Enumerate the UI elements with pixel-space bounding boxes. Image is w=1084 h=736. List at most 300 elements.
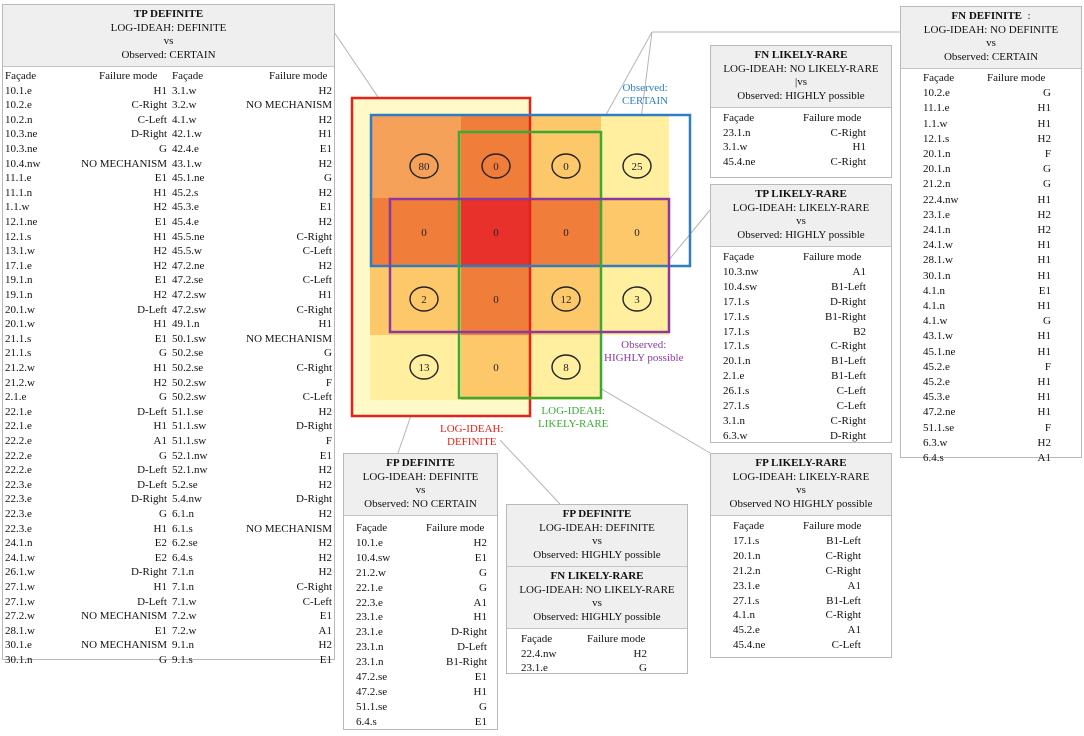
- table-cell: 47.2.se: [172, 274, 204, 287]
- table-row: [344, 552, 497, 565]
- panel-line: vs: [415, 484, 426, 496]
- table-cell: 47.2.ne: [172, 259, 205, 272]
- table-cell: 6.4.s: [923, 452, 944, 464]
- table-cell: H1: [852, 141, 866, 153]
- table-row: [3, 304, 334, 317]
- table-cell: C-Left: [302, 245, 332, 258]
- table-cell: H2: [633, 647, 647, 660]
- table-row: [3, 420, 334, 433]
- table-cell: H2: [153, 376, 167, 389]
- table-cell: 6.3.w: [723, 429, 748, 442]
- table-cell: H1: [1037, 193, 1051, 206]
- table-cell: D-Left: [137, 405, 167, 418]
- table-cell: H2: [1037, 208, 1051, 221]
- table-cell: 9.1.s: [172, 654, 193, 666]
- cell-value: 0: [563, 227, 569, 239]
- cell-value: 3: [634, 294, 640, 306]
- table-cell: Façade: [356, 522, 388, 534]
- table-cell: 24.1.n: [5, 537, 33, 550]
- table-cell: 45.3.e: [923, 391, 950, 404]
- table-cell: A1: [473, 596, 487, 609]
- table-cell: 50.2.se: [172, 347, 204, 360]
- table-cell: 3.2.w: [172, 99, 197, 112]
- table-row: [711, 595, 891, 608]
- panel-line: vs: [592, 535, 602, 547]
- table-cell: 51.1.se: [923, 421, 955, 434]
- table-cell: G: [1043, 163, 1051, 176]
- table-cell: 43.1.w: [172, 157, 202, 170]
- cell-value: 0: [493, 362, 499, 374]
- table-cell: 30.1.n: [923, 269, 951, 282]
- table-cell: B1-Left: [831, 355, 866, 368]
- table-cell: 10.1.e: [356, 536, 383, 549]
- table-row: [711, 550, 891, 563]
- table-row: [344, 716, 497, 729]
- table-cell: 22.1.e: [356, 581, 383, 594]
- table-cell: 10.3.ne: [5, 143, 38, 155]
- table-row: [3, 114, 334, 127]
- table-cell: 24.1.w: [5, 551, 35, 564]
- table-cell: C-Left: [302, 595, 332, 608]
- table-row: [901, 285, 1081, 298]
- table-row: [711, 251, 891, 264]
- panel-tp-likely-rare: [710, 184, 892, 443]
- panel-line: vs: [796, 215, 806, 227]
- table-cell: 27.1.s: [733, 594, 760, 607]
- cell-value: 0: [493, 227, 499, 239]
- panel-title: FP DEFINITE: [386, 457, 455, 469]
- table-cell: H1: [153, 522, 167, 535]
- table-row: [901, 254, 1081, 267]
- table-cell: B1-Right: [825, 310, 866, 323]
- table-cell: 4.1.w: [923, 315, 948, 328]
- table-cell: G: [159, 391, 167, 404]
- table-cell: Failure mode: [803, 251, 862, 263]
- table-cell: H2: [318, 84, 332, 97]
- table-cell: C-Left: [302, 391, 332, 404]
- table-cell: 19.1.n: [5, 289, 33, 301]
- failure-table: [3, 67, 334, 667]
- table-row: [3, 158, 334, 171]
- table-row: [901, 361, 1081, 374]
- table-cell: E1: [154, 216, 167, 228]
- table-cell: 42.1.w: [172, 128, 202, 141]
- table-row: [3, 377, 334, 390]
- table-cell: 3.1.w: [723, 141, 748, 153]
- table-cell: 12.1.s: [5, 230, 32, 243]
- table-cell: 2.1.e: [723, 370, 745, 383]
- table-row: [344, 597, 497, 610]
- panel-title: TP LIKELY-RARE: [755, 188, 847, 200]
- cell-value: 0: [563, 161, 569, 173]
- label-logideah-likely: LOG-IDEAH: LIKELY-RARE: [538, 405, 609, 430]
- table-row: [3, 464, 334, 477]
- table-cell: 7.2.w: [172, 610, 197, 623]
- table-cell: 10.1.e: [5, 84, 32, 97]
- table-row: [3, 216, 334, 229]
- cell-value: 0: [634, 227, 640, 239]
- table-row: [344, 537, 497, 550]
- table-cell: NO MECHANISM: [81, 610, 167, 623]
- table-cell: 7.2.w: [172, 624, 197, 637]
- table-cell: D-Right: [829, 429, 866, 442]
- table-cell: 23.1.n: [356, 641, 384, 654]
- table-row: [507, 662, 687, 675]
- table-cell: E1: [319, 143, 332, 155]
- panel-header: [901, 7, 1081, 69]
- table-cell: 22.2.e: [5, 464, 32, 477]
- table-cell: 20.1.n: [923, 163, 951, 176]
- table-cell: H2: [318, 216, 332, 228]
- table-cell: 6.4.s: [356, 715, 377, 728]
- table-cell: Failure mode: [426, 522, 485, 534]
- table-row: [3, 450, 334, 463]
- table-cell: 21.1.s: [5, 332, 32, 345]
- table-row: [901, 178, 1081, 191]
- table-cell: 47.2.se: [356, 671, 388, 683]
- table-row: [901, 270, 1081, 283]
- table-cell: F: [1044, 421, 1051, 434]
- table-cell: E1: [154, 332, 167, 345]
- table-row: [711, 156, 891, 169]
- table-cell: 21.2.w: [5, 376, 35, 389]
- table-cell: H1: [153, 230, 167, 243]
- table-cell: 21.2.w: [5, 362, 35, 374]
- table-cell: G: [1043, 178, 1051, 191]
- table-cell: H2: [1037, 224, 1051, 236]
- table-cell: E1: [1038, 284, 1051, 297]
- table-cell: B1-Right: [446, 656, 487, 669]
- table-row: [3, 187, 334, 200]
- table-cell: Failure mode: [803, 520, 862, 532]
- table-cell: 21.2.n: [733, 564, 761, 577]
- table-cell: Failure mode: [269, 70, 328, 82]
- table-cell: 49.1.n: [172, 318, 200, 331]
- table-row: [3, 610, 334, 623]
- table-cell: 7.1.n: [172, 566, 194, 579]
- table-row: [3, 552, 334, 565]
- table-cell: 45.1.ne: [172, 172, 205, 185]
- table-row: [344, 671, 497, 684]
- table-row: [711, 430, 891, 443]
- table-cell: G: [159, 654, 167, 666]
- table-cell: Failure mode: [587, 633, 646, 645]
- table-row: [711, 624, 891, 637]
- table-cell: 12.1.s: [923, 132, 950, 145]
- table-row: [711, 415, 891, 428]
- table-cell: 45.2.e: [923, 360, 950, 373]
- table-cell: H2: [318, 186, 332, 199]
- panel-header: [711, 185, 891, 247]
- table-cell: G: [324, 172, 332, 185]
- table-row: [3, 70, 334, 83]
- table-cell: A1: [847, 579, 861, 592]
- table-row: [901, 118, 1081, 131]
- table-cell: H1: [318, 128, 332, 141]
- table-cell: 17.1.s: [723, 340, 750, 353]
- table-cell: 20.1.n: [723, 355, 751, 368]
- failure-table: [344, 516, 497, 736]
- table-row: [711, 326, 891, 339]
- table-row: [711, 355, 891, 368]
- panel-title: FP LIKELY-RARE: [755, 457, 847, 469]
- table-row: [3, 201, 334, 214]
- panel-line: Observed: HIGHLY possible: [533, 548, 661, 561]
- table-row: [711, 311, 891, 324]
- table-cell: G: [639, 662, 647, 674]
- table-cell: H2: [153, 201, 167, 214]
- table-cell: B1-Left: [826, 594, 861, 607]
- panel-header: [507, 567, 687, 629]
- table-cell: F: [1044, 148, 1051, 160]
- table-cell: H1: [1037, 239, 1051, 252]
- table-row: [344, 701, 497, 714]
- panel-fp-definite-no-certain: [343, 453, 498, 730]
- failure-table: [901, 69, 1081, 464]
- table-cell: 17.1.s: [723, 325, 750, 338]
- panel-line: LOG-IDEAH: LIKELY-RARE: [732, 470, 870, 483]
- table-cell: H1: [1037, 391, 1051, 404]
- table-cell: Failure mode: [99, 70, 158, 82]
- table-row: [711, 565, 891, 578]
- table-cell: C-Left: [137, 113, 167, 126]
- table-cell: 17.1.s: [723, 310, 750, 323]
- table-cell: C-Left: [836, 400, 866, 412]
- table-cell: 20.1.n: [923, 148, 951, 160]
- table-cell: NO MECHANISM: [246, 332, 332, 345]
- table-cell: A1: [1037, 452, 1051, 464]
- table-cell: B1-Left: [831, 280, 866, 293]
- table-row: [344, 567, 497, 580]
- table-cell: H2: [153, 289, 167, 301]
- table-cell: G: [159, 143, 167, 155]
- panel-title: FN LIKELY-RARE: [550, 570, 644, 582]
- matrix-cell: [370, 335, 461, 400]
- panel-line: vs: [592, 597, 602, 609]
- table-cell: 20.1.w: [5, 318, 35, 331]
- panel-line: vs: [796, 484, 806, 496]
- table-row: [3, 318, 334, 331]
- table-cell: 47.2.ne: [923, 406, 956, 419]
- table-cell: 10.3.nw: [723, 265, 759, 278]
- cell-value: 25: [631, 161, 643, 173]
- table-cell: H2: [318, 157, 332, 170]
- table-cell: 22.4.nw: [521, 647, 557, 660]
- table-cell: C-Right: [830, 414, 866, 427]
- table-cell: H2: [318, 405, 332, 418]
- table-row: [711, 520, 891, 533]
- table-row: [3, 85, 334, 98]
- table-cell: 28.1.w: [923, 254, 953, 267]
- table-cell: E2: [154, 551, 167, 564]
- table-cell: 45.4.ne: [733, 639, 766, 652]
- table-cell: 23.1.e: [923, 208, 950, 221]
- table-cell: G: [1043, 315, 1051, 328]
- table-cell: G: [479, 700, 487, 713]
- table-cell: H2: [153, 245, 167, 258]
- table-cell: E1: [474, 551, 487, 564]
- table-cell: 6.4.s: [172, 551, 193, 564]
- table-cell: 45.1.ne: [923, 345, 956, 358]
- cell-value: 12: [560, 294, 572, 306]
- table-row: [711, 370, 891, 383]
- table-cell: 5.2.se: [172, 478, 198, 491]
- table-cell: C-Right: [296, 303, 332, 316]
- table-row: [344, 522, 497, 535]
- table-row: [3, 289, 334, 302]
- table-cell: D-Right: [130, 493, 167, 506]
- table-cell: C-Left: [836, 385, 866, 398]
- table-cell: H2: [473, 536, 487, 549]
- table-cell: 45.2.e: [733, 624, 760, 637]
- table-cell: C-Right: [830, 340, 866, 353]
- table-row: [901, 209, 1081, 222]
- table-cell: D-Left: [137, 478, 167, 491]
- failure-table: [711, 516, 891, 656]
- table-cell: 10.4.sw: [356, 551, 391, 564]
- cell-value: 0: [493, 161, 499, 173]
- table-row: [3, 566, 334, 579]
- table-cell: C-Right: [830, 126, 866, 139]
- panel-fp-definite-highly: [506, 504, 688, 674]
- table-cell: 50.2.se: [172, 362, 204, 374]
- table-cell: Façade: [723, 112, 755, 124]
- table-cell: H2: [318, 566, 332, 579]
- table-cell: 6.1.s: [172, 522, 193, 535]
- panel-header: [3, 5, 334, 67]
- panel-line: Observed: HIGHLY possible: [737, 89, 865, 102]
- table-row: [3, 435, 334, 448]
- panel-line: vs: [986, 37, 996, 49]
- table-row: [901, 437, 1081, 450]
- table-row: [901, 194, 1081, 207]
- table-row: [711, 580, 891, 593]
- label-logideah-definite: LOG-IDEAH: DEFINITE: [440, 423, 504, 448]
- table-row: [3, 333, 334, 346]
- table-cell: F: [1044, 360, 1051, 373]
- table-cell: C-Right: [296, 362, 332, 374]
- table-cell: C-Right: [825, 609, 861, 622]
- table-cell: 9.1.n: [172, 639, 194, 652]
- table-cell: 10.2.e: [5, 99, 32, 112]
- table-cell: Façade: [733, 520, 765, 532]
- table-cell: 23.1.e: [733, 579, 760, 592]
- cell-value: 80: [418, 161, 430, 173]
- panel-title: TP DEFINITE: [133, 8, 204, 20]
- table-cell: NO MECHANISM: [246, 99, 332, 112]
- table-cell: 4.1.n: [923, 284, 945, 297]
- table-cell: 23.1.n: [723, 126, 751, 139]
- table-cell: 17.1.e: [5, 259, 32, 272]
- table-cell: H1: [153, 581, 167, 593]
- panel-header: [711, 46, 891, 108]
- table-row: [711, 385, 891, 398]
- table-cell: 50.1.sw: [172, 332, 207, 345]
- table-cell: 23.1.e: [356, 626, 383, 639]
- table-cell: H2: [1037, 436, 1051, 449]
- table-cell: G: [324, 347, 332, 360]
- panel-line: LOG-IDEAH: DEFINITE: [539, 521, 655, 534]
- table-cell: 6.2.se: [172, 537, 198, 550]
- table-cell: NO MECHANISM: [81, 639, 167, 652]
- panel-line: vs: [163, 35, 174, 47]
- table-cell: 13.1.w: [5, 245, 35, 258]
- table-cell: A1: [318, 624, 332, 637]
- table-cell: 10.3.ne: [5, 128, 38, 141]
- table-cell: 17.1.s: [733, 534, 760, 547]
- table-cell: 20.1.n: [733, 549, 761, 562]
- table-row: [711, 639, 891, 652]
- table-row: [507, 648, 687, 661]
- table-cell: 4.1.n: [923, 300, 945, 312]
- label-observed-certain: Observed: CERTAIN: [622, 82, 669, 107]
- table-cell: 27.1.w: [5, 595, 35, 608]
- panel-tp-definite: [2, 4, 335, 666]
- table-cell: C-Right: [830, 155, 866, 168]
- table-cell: 10.4.sw: [723, 280, 758, 293]
- panel-line: Observed: CERTAIN: [121, 48, 216, 61]
- table-cell: D-Right: [130, 566, 167, 579]
- panel-title-row: [903, 10, 1079, 24]
- table-cell: B1-Left: [826, 534, 861, 547]
- table-row: [901, 406, 1081, 419]
- table-cell: H1: [473, 685, 487, 698]
- table-row: [344, 626, 497, 639]
- failure-table: [711, 247, 891, 447]
- panel-line: LOG-IDEAH: LIKELY-RARE: [732, 201, 870, 214]
- panel-line: LOG-IDEAH: DEFINITE: [110, 21, 227, 34]
- table-row: [711, 340, 891, 353]
- table-cell: E1: [154, 172, 167, 185]
- table-cell: 45.3.e: [172, 201, 199, 214]
- table-row: [711, 296, 891, 309]
- table-cell: 10.2.n: [5, 113, 33, 126]
- table-cell: G: [159, 449, 167, 462]
- table-row: [3, 479, 334, 492]
- table-cell: 45.4.ne: [723, 155, 756, 168]
- table-cell: 24.1.w: [923, 239, 953, 252]
- cell-value: 0: [421, 227, 427, 239]
- table-cell: A1: [847, 624, 861, 637]
- table-cell: 23.1.e: [521, 662, 548, 674]
- table-cell: 7.1.w: [172, 595, 197, 608]
- table-cell: H1: [318, 289, 332, 301]
- table-row: [344, 686, 497, 699]
- panel-header: [507, 505, 687, 567]
- table-cell: 45.4.e: [172, 216, 199, 228]
- panel-line: LOG-IDEAH: NO DEFINITE: [923, 23, 1059, 36]
- table-row: [3, 581, 334, 594]
- panel-fp-likely-rare: [710, 453, 892, 658]
- table-cell: 11.1.n: [5, 186, 33, 199]
- table-row: [901, 224, 1081, 237]
- table-row: [507, 633, 687, 646]
- table-row: [3, 231, 334, 244]
- table-cell: 3.1.w: [172, 84, 197, 97]
- table-cell: G: [159, 508, 167, 520]
- table-cell: 26.1.w: [5, 566, 35, 579]
- table-cell: 51.1.sw: [172, 420, 207, 433]
- panel-header: [344, 454, 497, 516]
- table-cell: Façade: [923, 72, 955, 84]
- panel-line: Observed: HIGHLY possible: [533, 610, 661, 623]
- table-cell: 52.1.nw: [172, 449, 208, 462]
- table-row: [3, 172, 334, 185]
- table-cell: 21.1.s: [5, 347, 32, 360]
- table-cell: 52.1.nw: [172, 464, 208, 477]
- panel-header: [711, 454, 891, 516]
- table-row: [711, 535, 891, 548]
